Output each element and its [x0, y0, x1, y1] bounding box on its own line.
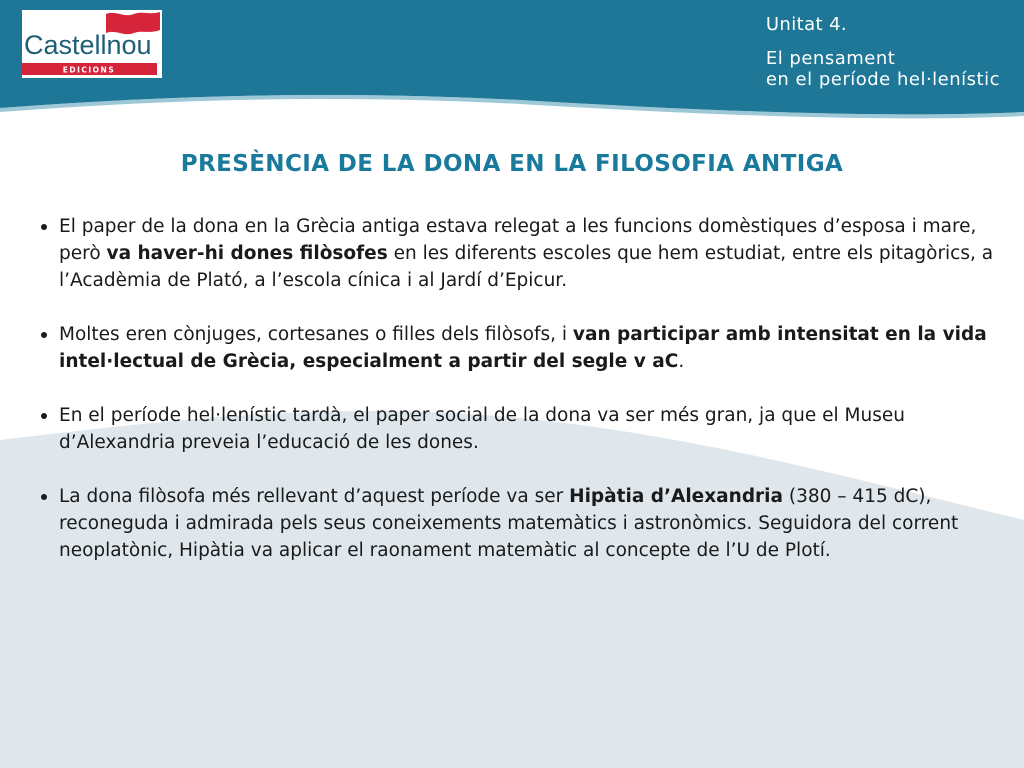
unit-header [766, 14, 1000, 90]
bullet-text: (380 – 415 dC), reconeguda i admirada pels seus coneixements matemàtics i astronòmics. Seguidora del corrent neoplatònic, Hipàtia va aplicar el raonament matemàtic al concepte de l’U de Plotí. [59, 486, 959, 561]
bullet-text: en les diferents escoles que hem estudiat, entre els pitagòrics, a l’Acadèmia de Plató, a l’escola cínica i al Jardí d’Epicur. [59, 243, 994, 291]
bullet-list [36, 213, 996, 591]
logo-brand-text: Castellnou [24, 30, 152, 60]
bullet-dot-icon [41, 224, 47, 230]
bullet-dot-icon [41, 332, 47, 338]
bullet-item [36, 213, 996, 294]
unit-subtitle-line-2: en el període hel·lenístic [765, 69, 1000, 90]
bullet-item [36, 321, 996, 375]
bullet-text: El paper de la dona en la Grècia antiga estava relegat a les funcions domèstiques d’esposa i mare, però [59, 216, 977, 264]
slide-title: PRESÈNCIA DE LA DONA EN LA FILOSOFIA ANTIGA [180, 151, 844, 177]
bullet-text: En el període hel·lenístic tardà, el paper social de la dona va ser més gran, ja que el Museu d’Alexandria preveia l’educació de les dones. [59, 405, 905, 453]
bullet-text: La dona filòsofa més rellevant d’aquest període va ser [59, 486, 570, 507]
bullet-dot-icon [41, 494, 47, 500]
bullet-dot-icon [41, 413, 47, 419]
bullet-bold-text: va haver-hi dones filòsofes [106, 243, 388, 264]
bullet-bold-text: Hipàtia d’Alexandria [569, 486, 784, 507]
bullet-bold-text: van participar amb intensitat en la vida intel·lectual de Grècia, especialment a partir del segle v aC [59, 324, 987, 372]
logo-tagline-text: EDICIONS [62, 65, 116, 75]
unit-subtitle-line-1: El pensament [765, 48, 896, 69]
unit-number: Unitat 4. [765, 14, 848, 35]
bullet-text: Moltes eren cònjuges, cortesanes o filles dels filòsofs, i [59, 324, 573, 345]
bullet-item [36, 483, 996, 564]
castellnou-logo [22, 10, 162, 78]
bullet-text: . [678, 351, 685, 372]
bullet-item [36, 402, 996, 456]
